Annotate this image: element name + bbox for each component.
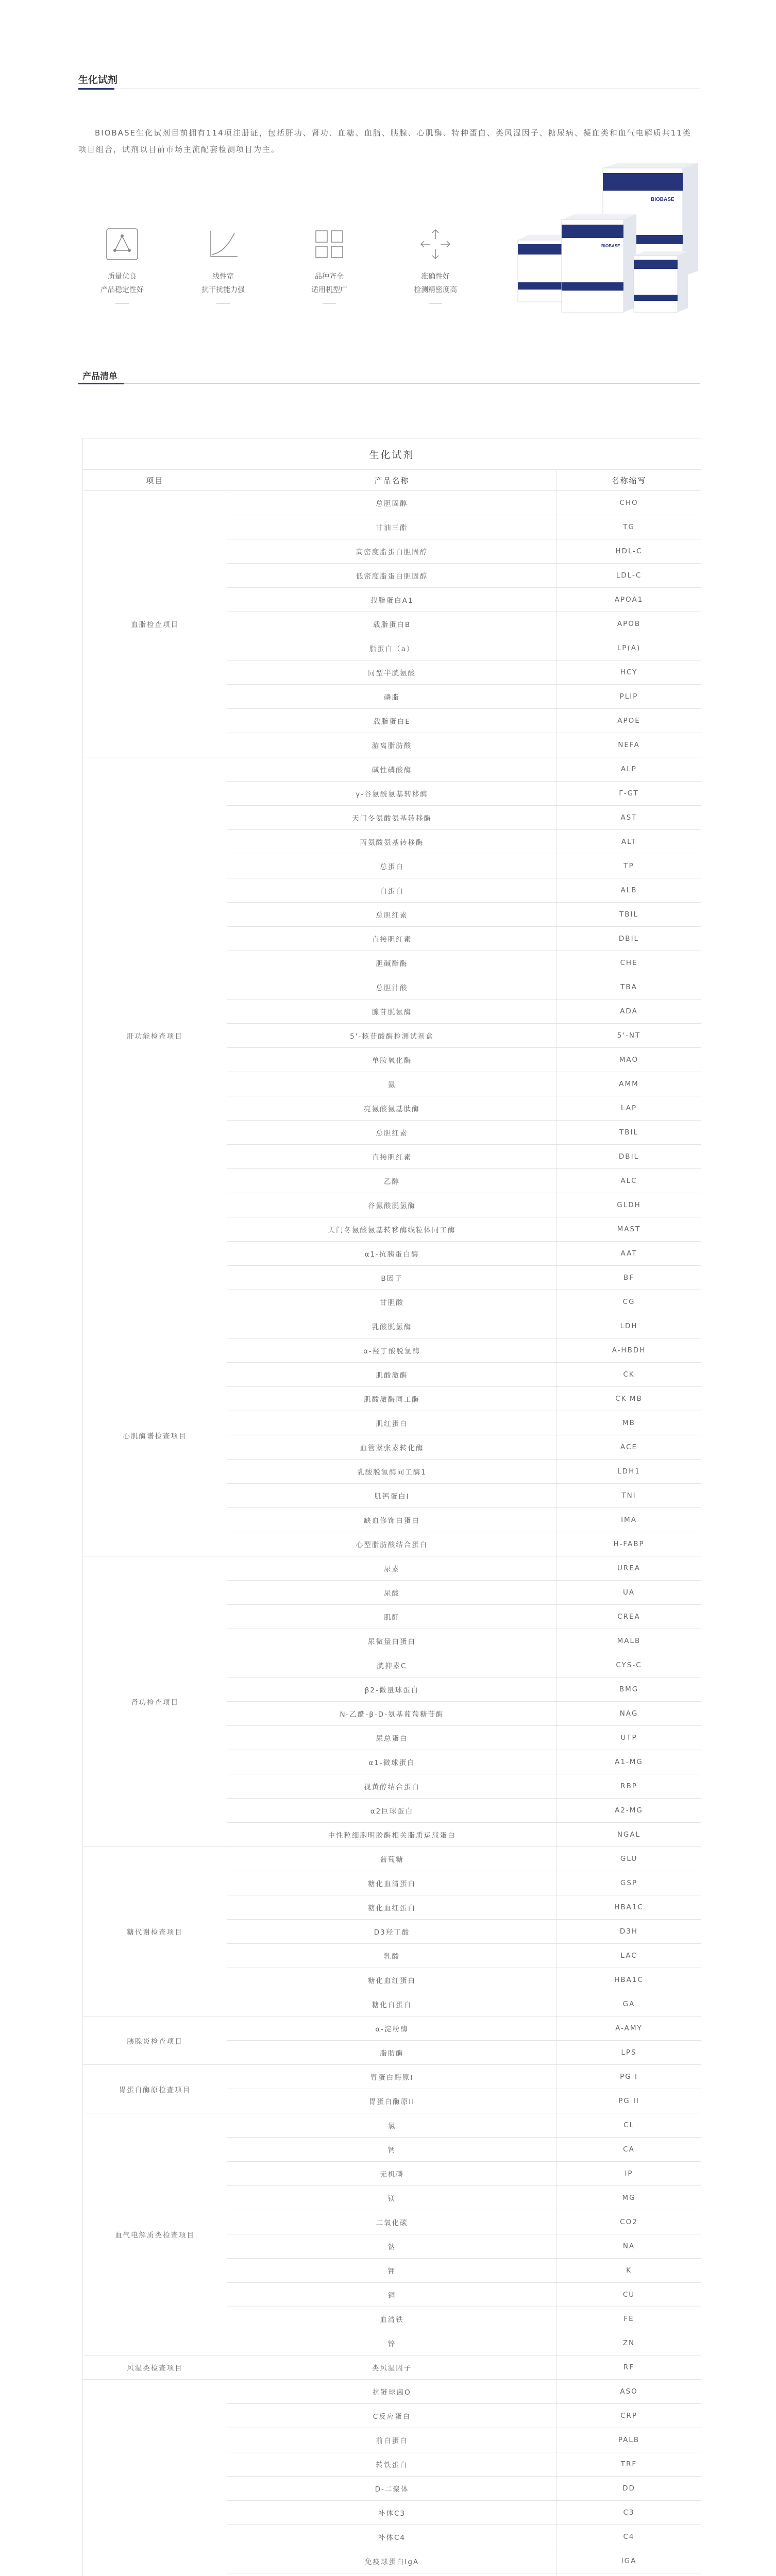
product-name-cell: B因子 (227, 1266, 557, 1290)
abbreviation-cell: MAO (557, 1048, 701, 1072)
product-name-cell: 锌 (227, 2331, 557, 2355)
product-name-cell: 补体C3 (227, 2501, 557, 2525)
product-name-cell: C反应蛋白 (227, 2404, 557, 2428)
product-name-cell: 甘胆酸 (227, 1290, 557, 1314)
product-name-cell: D3羟丁酸 (227, 1920, 557, 1944)
abbreviation-cell: PG I (557, 2065, 701, 2089)
abbreviation-cell: RBP (557, 1774, 701, 1799)
product-name-cell: N-乙酰-β-D-氨基葡萄糖苷酶 (227, 1702, 557, 1726)
product-name-cell: 心型脂肪酸结合蛋白 (227, 1532, 557, 1556)
product-boxes-image (513, 163, 701, 333)
abbreviation-cell: CYS-C (557, 1653, 701, 1677)
abbreviation-cell: H-FABP (557, 1532, 701, 1556)
abbreviation-cell: HBA1C (557, 1895, 701, 1920)
product-name-cell: 铜 (227, 2283, 557, 2307)
abbreviation-cell: TBIL (557, 1121, 701, 1145)
abbreviation-cell: CA (557, 2138, 701, 2162)
product-name-cell: 总胆固醇 (227, 491, 557, 515)
abbreviation-cell: K (557, 2259, 701, 2283)
header-category: 项目 (83, 470, 227, 491)
category-cell: 糖代谢检查项目 (83, 1847, 227, 2016)
triangle-dots-icon (106, 228, 139, 261)
table-row (83, 757, 701, 782)
curve-chart-icon (207, 228, 240, 261)
abbreviation-cell: NA (557, 2234, 701, 2259)
abbreviation-cell: DD (557, 2477, 701, 2501)
abbreviation-cell: IP (557, 2162, 701, 2186)
product-name-cell: 谷氨酸脱氢酶 (227, 1193, 557, 1217)
category-cell: 风湿类检查项目 (83, 2355, 227, 2380)
product-name-cell: 胃蛋白酶原II (227, 2089, 557, 2113)
table-row (83, 2380, 701, 2404)
abbreviation-cell: MALB (557, 1629, 701, 1653)
product-name-cell: 转铁蛋白 (227, 2452, 557, 2477)
product-name-cell: α1-抗胰蛋白酶 (227, 1242, 557, 1266)
product-name-cell: 尿总蛋白 (227, 1726, 557, 1750)
product-name-cell: α2巨球蛋白 (227, 1799, 557, 1823)
product-name-cell: 亮氨酸氨基肽酶 (227, 1096, 557, 1121)
product-name-cell: 肌酸激酶 (227, 1363, 557, 1387)
abbreviation-cell: BF (557, 1266, 701, 1290)
abbreviation-cell: CK-MB (557, 1387, 701, 1411)
abbreviation-cell: DBIL (557, 1145, 701, 1169)
abbreviation-cell: TG (557, 515, 701, 539)
abbreviation-cell: NEFA (557, 733, 701, 757)
category-cell: 血脂检查项目 (83, 491, 227, 757)
product-name-cell: 乳酸 (227, 1944, 557, 1968)
abbreviation-cell: ALC (557, 1169, 701, 1193)
abbreviation-cell: GLDH (557, 1193, 701, 1217)
product-name-cell: 缺血修饰白蛋白 (227, 1508, 557, 1532)
product-name-cell: 肌钙蛋白I (227, 1484, 557, 1508)
product-name-cell: 乳酸脱氢酶同工酶1 (227, 1460, 557, 1484)
product-list-title: 产品清单 (82, 371, 117, 382)
product-list-divider (78, 383, 700, 384)
abbreviation-cell: C4 (557, 2525, 701, 2549)
abbreviation-cell: LDL-C (557, 564, 701, 588)
product-name-cell: 视黄醇结合蛋白 (227, 1774, 557, 1799)
category-cell: 肝功能检查项目 (83, 757, 227, 1314)
product-name-cell: 高密度脂蛋白胆固醇 (227, 539, 557, 564)
product-name-cell: α-羟丁酸脱氢酶 (227, 1338, 557, 1363)
product-name-cell: 肌红蛋白 (227, 1411, 557, 1435)
abbreviation-cell: APOB (557, 612, 701, 636)
table-row (83, 2355, 701, 2380)
product-name-cell: 总胆红素 (227, 903, 557, 927)
table-row (83, 1314, 701, 1338)
abbreviation-cell: CL (557, 2113, 701, 2138)
abbreviation-cell: PALB (557, 2428, 701, 2452)
header-abbreviation: 名称缩写 (557, 470, 701, 491)
product-name-cell: 钙 (227, 2138, 557, 2162)
abbreviation-cell: CREA (557, 1605, 701, 1629)
table-row (83, 491, 701, 515)
product-name-cell: γ-谷氨酰氨基转移酶 (227, 782, 557, 806)
product-name-cell: 前白蛋白 (227, 2428, 557, 2452)
product-name-cell: 肌酐 (227, 1605, 557, 1629)
product-name-cell: 免疫球蛋白IgA (227, 2549, 557, 2573)
abbreviation-cell: A1-MG (557, 1750, 701, 1774)
abbreviation-cell: NGAL (557, 1823, 701, 1847)
product-name-cell: 载脂蛋白E (227, 709, 557, 733)
abbreviation-cell: LP(A) (557, 636, 701, 660)
product-name-cell: 糖化白蛋白 (227, 1992, 557, 2016)
abbreviation-cell: TRF (557, 2452, 701, 2477)
product-name-cell (227, 2573, 557, 2576)
product-name-cell: 血清铁 (227, 2307, 557, 2331)
product-name-cell: 二氧化碳 (227, 2210, 557, 2234)
abbreviation-cell: TBA (557, 975, 701, 999)
product-name-cell: 碱性磷酸酶 (227, 757, 557, 782)
table-caption: 生化试剂 (83, 438, 701, 470)
category-cell: 胰腺炎检查项目 (83, 2016, 227, 2065)
abbreviation-cell: DBIL (557, 927, 701, 951)
feature-variety: 品种齐全 适用机型广 (296, 228, 363, 303)
product-name-cell: 单胺氧化酶 (227, 1048, 557, 1072)
table-row (83, 2065, 701, 2089)
feature-linearity: 线性宽 抗干扰能力强 (190, 228, 257, 303)
abbreviation-cell: A-HBDH (557, 1338, 701, 1363)
abbreviation-cell: CU (557, 2283, 701, 2307)
product-name-cell: 天门冬氨酸氨基转移酶线粒体同工酶 (227, 1217, 557, 1242)
abbreviation-cell: IGA (557, 2549, 701, 2573)
product-name-cell: α1-微球蛋白 (227, 1750, 557, 1774)
product-name-cell: 腺苷脱氨酶 (227, 999, 557, 1024)
abbreviation-cell: MAST (557, 1217, 701, 1242)
category-cell: 胃蛋白酶原检查项目 (83, 2065, 227, 2113)
product-name-cell: 直接胆红素 (227, 1145, 557, 1169)
product-name-cell: 胃蛋白酶原I (227, 2065, 557, 2089)
abbreviation-cell: HCY (557, 660, 701, 685)
section-title: 生化试剂 (78, 74, 118, 86)
product-name-cell: 乳酸脱氢酶 (227, 1314, 557, 1338)
abbreviation-cell: APOA1 (557, 588, 701, 612)
product-name-cell: 尿酸 (227, 1581, 557, 1605)
abbreviation-cell: GSP (557, 1871, 701, 1895)
abbreviation-cell: MB (557, 1411, 701, 1435)
product-name-cell: 甘油三酯 (227, 515, 557, 539)
grid-squares-icon (313, 228, 346, 261)
abbreviation-cell: UREA (557, 1556, 701, 1581)
abbreviation-cell: UTP (557, 1726, 701, 1750)
product-name-cell: 糖化血红蛋白 (227, 1968, 557, 1992)
product-name-cell: 葡萄糖 (227, 1847, 557, 1871)
product-name-cell: 氯 (227, 2113, 557, 2138)
abbreviation-cell: UA (557, 1581, 701, 1605)
feature-accuracy: 准确性好 检测精密度高 (402, 228, 469, 303)
product-name-cell: α-淀粉酶 (227, 2016, 557, 2041)
abbreviation-cell: ACE (557, 1435, 701, 1460)
abbreviation-cell: ALB (557, 878, 701, 903)
product-name-cell: 氨 (227, 1072, 557, 1096)
product-name-cell: 胱抑素C (227, 1653, 557, 1677)
product-name-cell: 天门冬氨酸氨基转移酶 (227, 806, 557, 830)
abbreviation-cell: IMA (557, 1508, 701, 1532)
intro-text: BIOBASE生化试剂目前拥有114项注册证，包括肝功、肾功、血糖、血脂、胰腺、心肌酶、特种蛋白、类风湿因子、糖尿病、凝血类和血气电解质共11类项目组合，试剂以目前市场主流配套检测项目为主。 (78, 128, 691, 154)
abbreviation-cell: C3 (557, 2501, 701, 2525)
product-name-cell: 磷脂 (227, 685, 557, 709)
product-name-cell: 补体C4 (227, 2525, 557, 2549)
product-name-cell: 中性粒细胞明胶酶相关脂质运载蛋白 (227, 1823, 557, 1847)
brand-label-back: BIOBASE (651, 197, 674, 202)
product-name-cell: 镁 (227, 2186, 557, 2210)
abbreviation-cell: BMG (557, 1677, 701, 1702)
abbreviation-cell: ALT (557, 830, 701, 854)
abbreviation-cell: LDH1 (557, 1460, 701, 1484)
abbreviation-cell: GA (557, 1992, 701, 2016)
abbreviation-cell: CG (557, 1290, 701, 1314)
table-row (83, 2113, 701, 2138)
arrows-target-icon (419, 228, 452, 261)
abbreviation-cell: ASO (557, 2380, 701, 2404)
product-name-cell: 抗链球菌O (227, 2380, 557, 2404)
product-name-cell: 游离脂肪酸 (227, 733, 557, 757)
abbreviation-cell: LDH (557, 1314, 701, 1338)
table-row (83, 2016, 701, 2041)
category-cell: 肾功检查项目 (83, 1556, 227, 1847)
abbreviation-cell: Γ-GT (557, 782, 701, 806)
abbreviation-cell: D3H (557, 1920, 701, 1944)
product-name-cell: 白蛋白 (227, 878, 557, 903)
abbreviation-cell: ZN (557, 2331, 701, 2355)
abbreviation-cell (557, 2573, 701, 2576)
product-name-cell: 血管紧张素转化酶 (227, 1435, 557, 1460)
abbreviation-cell: AST (557, 806, 701, 830)
abbreviation-cell: LPS (557, 2041, 701, 2065)
product-name-cell: 尿微量白蛋白 (227, 1629, 557, 1653)
abbreviation-cell: PG II (557, 2089, 701, 2113)
abbreviation-cell: CO2 (557, 2210, 701, 2234)
abbreviation-cell: LAP (557, 1096, 701, 1121)
abbreviation-cell: TP (557, 854, 701, 878)
header-product-name: 产品名称 (227, 470, 557, 491)
product-name-cell: 同型半胱氨酸 (227, 660, 557, 685)
product-name-cell: 肌酸激酶同工酶 (227, 1387, 557, 1411)
abbreviation-cell: TNI (557, 1484, 701, 1508)
abbreviation-cell: MG (557, 2186, 701, 2210)
abbreviation-cell: A2-MG (557, 1799, 701, 1823)
product-name-cell: 乙醇 (227, 1169, 557, 1193)
abbreviation-cell: LAC (557, 1944, 701, 1968)
product-name-cell: β2-微量球蛋白 (227, 1677, 557, 1702)
abbreviation-cell: GLU (557, 1847, 701, 1871)
product-name-cell: 低密度脂蛋白胆固醇 (227, 564, 557, 588)
abbreviation-cell: CHO (557, 491, 701, 515)
product-name-cell: 直接胆红素 (227, 927, 557, 951)
product-name-cell: 糖化血红蛋白 (227, 1895, 557, 1920)
product-name-cell: 脂蛋白（a） (227, 636, 557, 660)
abbreviation-cell: A-AMY (557, 2016, 701, 2041)
product-table (82, 438, 701, 2576)
product-name-cell: 类风湿因子 (227, 2355, 557, 2380)
product-name-cell: 载脂蛋白B (227, 612, 557, 636)
abbreviation-cell: CK (557, 1363, 701, 1387)
product-name-cell: 总胆汁酸 (227, 975, 557, 999)
table-row (83, 1556, 701, 1581)
abbreviation-cell: HBA1C (557, 1968, 701, 1992)
abbreviation-cell: AAT (557, 1242, 701, 1266)
abbreviation-cell: FE (557, 2307, 701, 2331)
abbreviation-cell: NAG (557, 1702, 701, 1726)
abbreviation-cell: CRP (557, 2404, 701, 2428)
brand-label-front: BIOBASE (601, 244, 620, 248)
product-name-cell: 胆碱酯酶 (227, 951, 557, 975)
abbreviation-cell: 5'-NT (557, 1024, 701, 1048)
product-name-cell: 无机磷 (227, 2162, 557, 2186)
product-name-cell: 尿素 (227, 1556, 557, 1581)
abbreviation-cell: APOE (557, 709, 701, 733)
feature-quality: 质量优良 产品稳定性好 (89, 228, 156, 303)
product-name-cell: D-二聚体 (227, 2477, 557, 2501)
category-cell: 心肌酶谱检查项目 (83, 1314, 227, 1556)
abbreviation-cell: PLIP (557, 685, 701, 709)
category-cell (83, 2380, 227, 2576)
product-name-cell: 5'-核苷酸酶检测试剂盒 (227, 1024, 557, 1048)
product-name-cell: 丙氨酸氨基转移酶 (227, 830, 557, 854)
abbreviation-cell: CHE (557, 951, 701, 975)
product-name-cell: 钠 (227, 2234, 557, 2259)
abbreviation-cell: ALP (557, 757, 701, 782)
product-name-cell: 总蛋白 (227, 854, 557, 878)
abbreviation-cell: AMM (557, 1072, 701, 1096)
abbreviation-cell: TBIL (557, 903, 701, 927)
product-name-cell: 钾 (227, 2259, 557, 2283)
abbreviation-cell: HDL-C (557, 539, 701, 564)
table-row (83, 1847, 701, 1871)
abbreviation-cell: RF (557, 2355, 701, 2380)
product-name-cell: 脂肪酶 (227, 2041, 557, 2065)
category-cell: 血气电解质类检查项目 (83, 2113, 227, 2355)
product-name-cell: 糖化血清蛋白 (227, 1871, 557, 1895)
product-name-cell: 总胆红素 (227, 1121, 557, 1145)
product-name-cell: 载脂蛋白A1 (227, 588, 557, 612)
abbreviation-cell: ADA (557, 999, 701, 1024)
